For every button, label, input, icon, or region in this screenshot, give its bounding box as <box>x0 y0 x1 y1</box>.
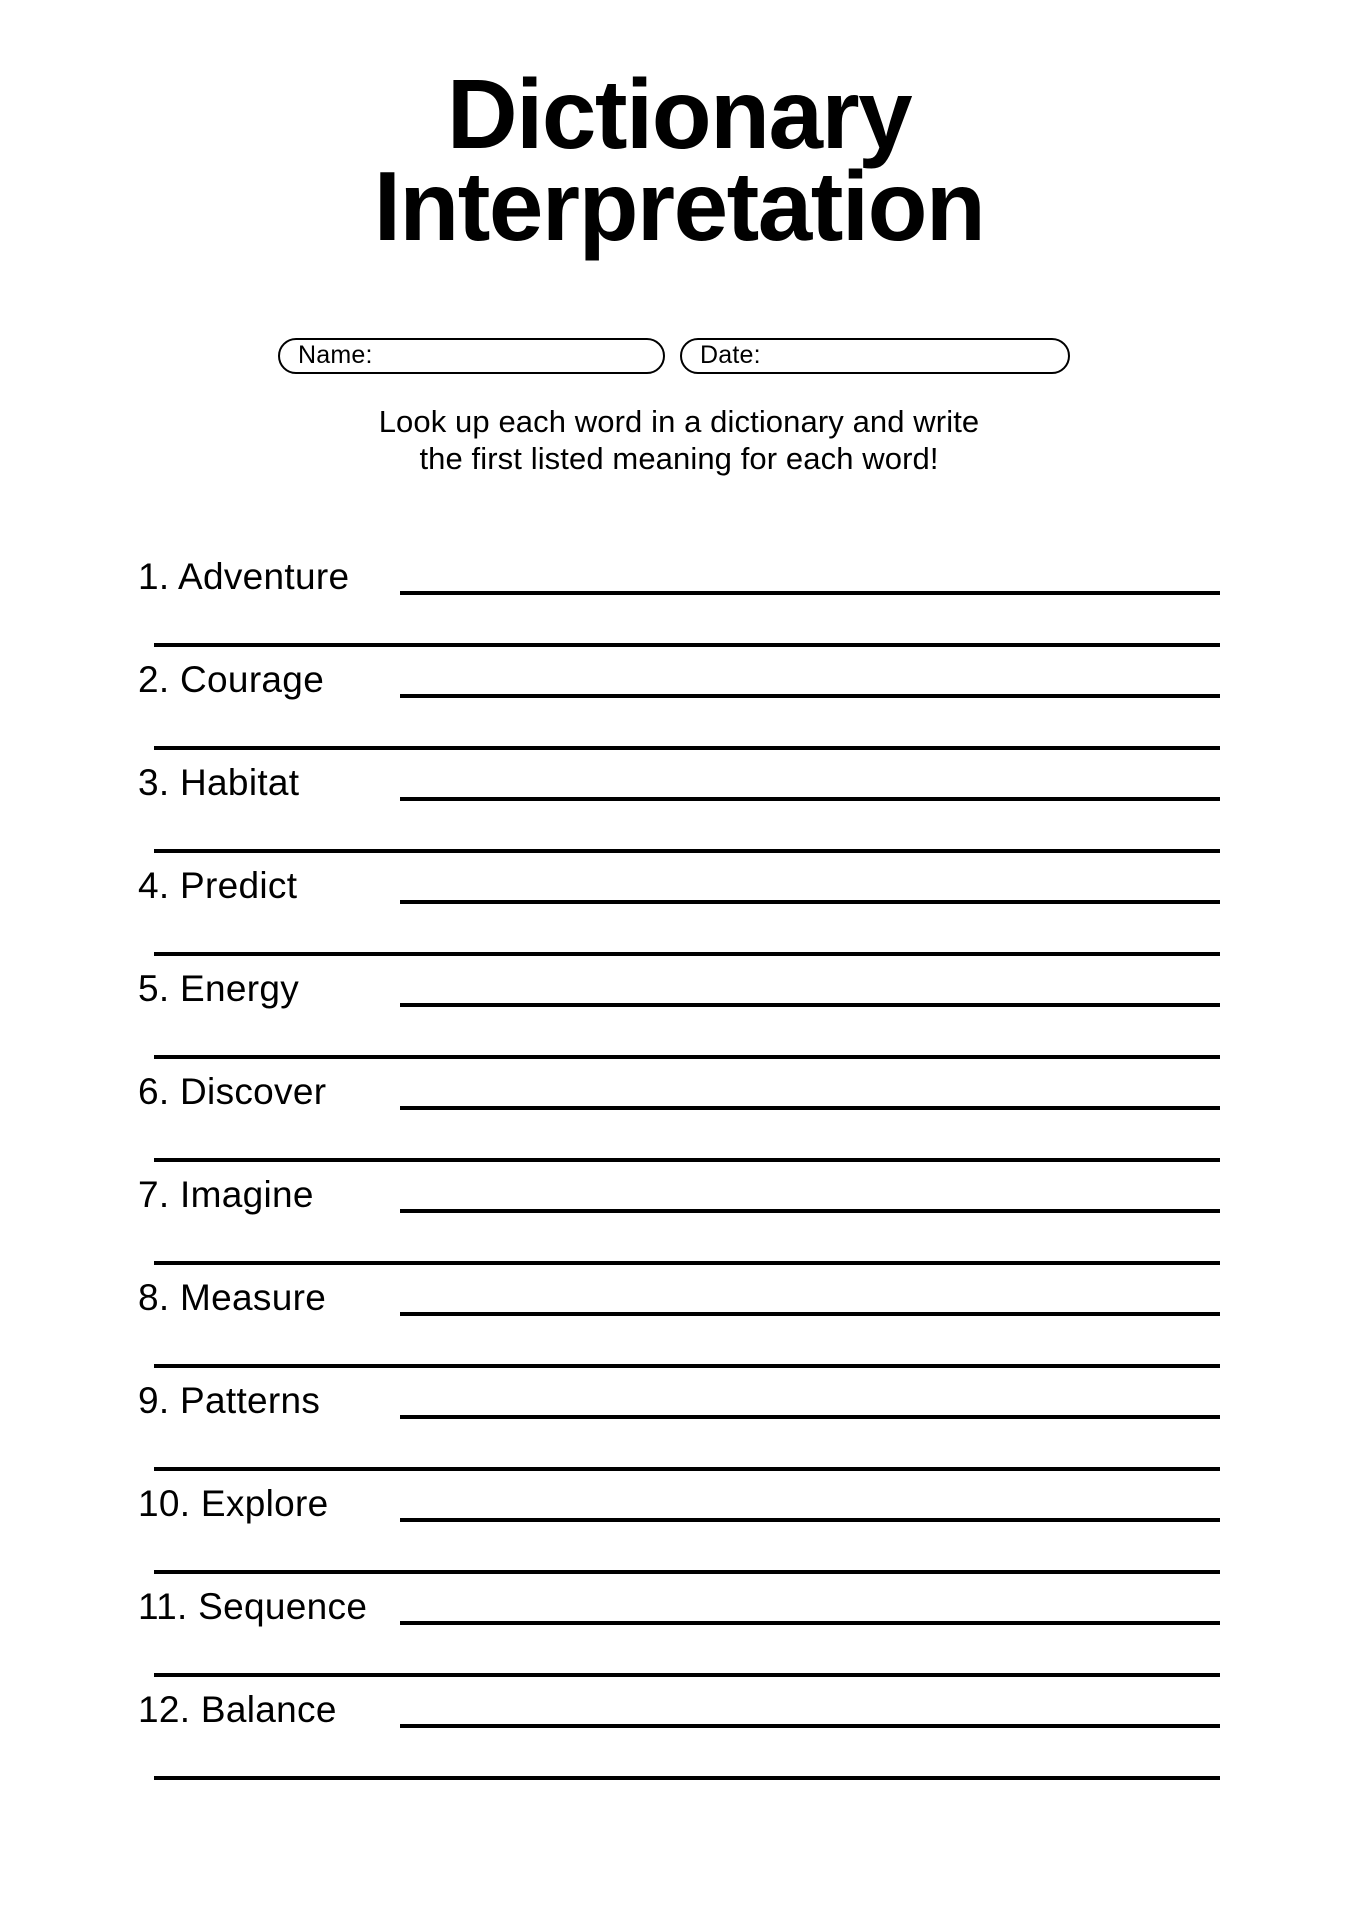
word-label: 1. Adventure <box>138 556 350 597</box>
word-row <box>0 865 1358 968</box>
answer-line-continuation[interactable] <box>154 1467 1220 1471</box>
name-field-label: Name: <box>298 340 373 369</box>
answer-line-primary[interactable] <box>400 1003 1220 1007</box>
date-field[interactable] <box>680 338 1070 374</box>
answer-line-continuation[interactable] <box>154 849 1220 853</box>
answer-line-primary[interactable] <box>400 694 1220 698</box>
instruction-line-1: Look up each word in a dictionary and write <box>378 404 980 439</box>
answer-line-continuation[interactable] <box>154 746 1220 750</box>
word-row <box>0 556 1358 659</box>
answer-line-primary[interactable] <box>400 1209 1220 1213</box>
title-line-1: Dictionary <box>446 59 912 169</box>
answer-line-primary[interactable] <box>400 1724 1220 1728</box>
word-row <box>0 659 1358 762</box>
word-row <box>0 1689 1358 1792</box>
instruction-line-2: the first listed meaning for each word! <box>419 440 939 476</box>
word-label: 12. Balance <box>138 1689 337 1730</box>
answer-line-continuation[interactable] <box>154 1364 1220 1368</box>
word-label: 9. Patterns <box>138 1380 321 1421</box>
word-label: 10. Explore <box>138 1483 329 1524</box>
answer-line-continuation[interactable] <box>154 1673 1220 1677</box>
answer-line-continuation[interactable] <box>154 1570 1220 1574</box>
word-row <box>0 762 1358 865</box>
name-field[interactable] <box>278 338 665 374</box>
answer-line-primary[interactable] <box>400 1518 1220 1522</box>
answer-line-primary[interactable] <box>400 1312 1220 1316</box>
word-row <box>0 1483 1358 1586</box>
page-title <box>0 59 1358 262</box>
word-row <box>0 1277 1358 1380</box>
word-label: 7. Imagine <box>138 1174 314 1215</box>
word-label: 4. Predict <box>138 865 298 906</box>
word-label: 11. Sequence <box>138 1586 368 1627</box>
word-row <box>0 1071 1358 1174</box>
answer-line-primary[interactable] <box>400 1415 1220 1419</box>
word-row <box>0 1174 1358 1277</box>
word-label: 2. Courage <box>138 659 325 700</box>
word-label: 5. Energy <box>138 968 300 1009</box>
date-field-label: Date: <box>700 340 761 369</box>
answer-line-continuation[interactable] <box>154 1055 1220 1059</box>
instructions <box>0 404 1358 477</box>
answer-line-primary[interactable] <box>400 797 1220 801</box>
word-row <box>0 1380 1358 1483</box>
answer-line-continuation[interactable] <box>154 1261 1220 1265</box>
answer-line-continuation[interactable] <box>154 1776 1220 1780</box>
answer-line-primary[interactable] <box>400 900 1220 904</box>
word-row <box>0 1586 1358 1689</box>
word-label: 6. Discover <box>138 1071 327 1112</box>
answer-line-continuation[interactable] <box>154 952 1220 956</box>
word-label: 8. Measure <box>138 1277 327 1318</box>
answer-line-primary[interactable] <box>400 1106 1220 1110</box>
word-list <box>0 556 1358 1792</box>
title-line-2: Interpretation <box>373 151 985 262</box>
answer-line-continuation[interactable] <box>154 1158 1220 1162</box>
name-date-row <box>278 338 1078 376</box>
word-label: 3. Habitat <box>138 762 300 803</box>
answer-line-primary[interactable] <box>400 591 1220 595</box>
word-row <box>0 968 1358 1071</box>
answer-line-primary[interactable] <box>400 1621 1220 1625</box>
answer-line-continuation[interactable] <box>154 643 1220 647</box>
